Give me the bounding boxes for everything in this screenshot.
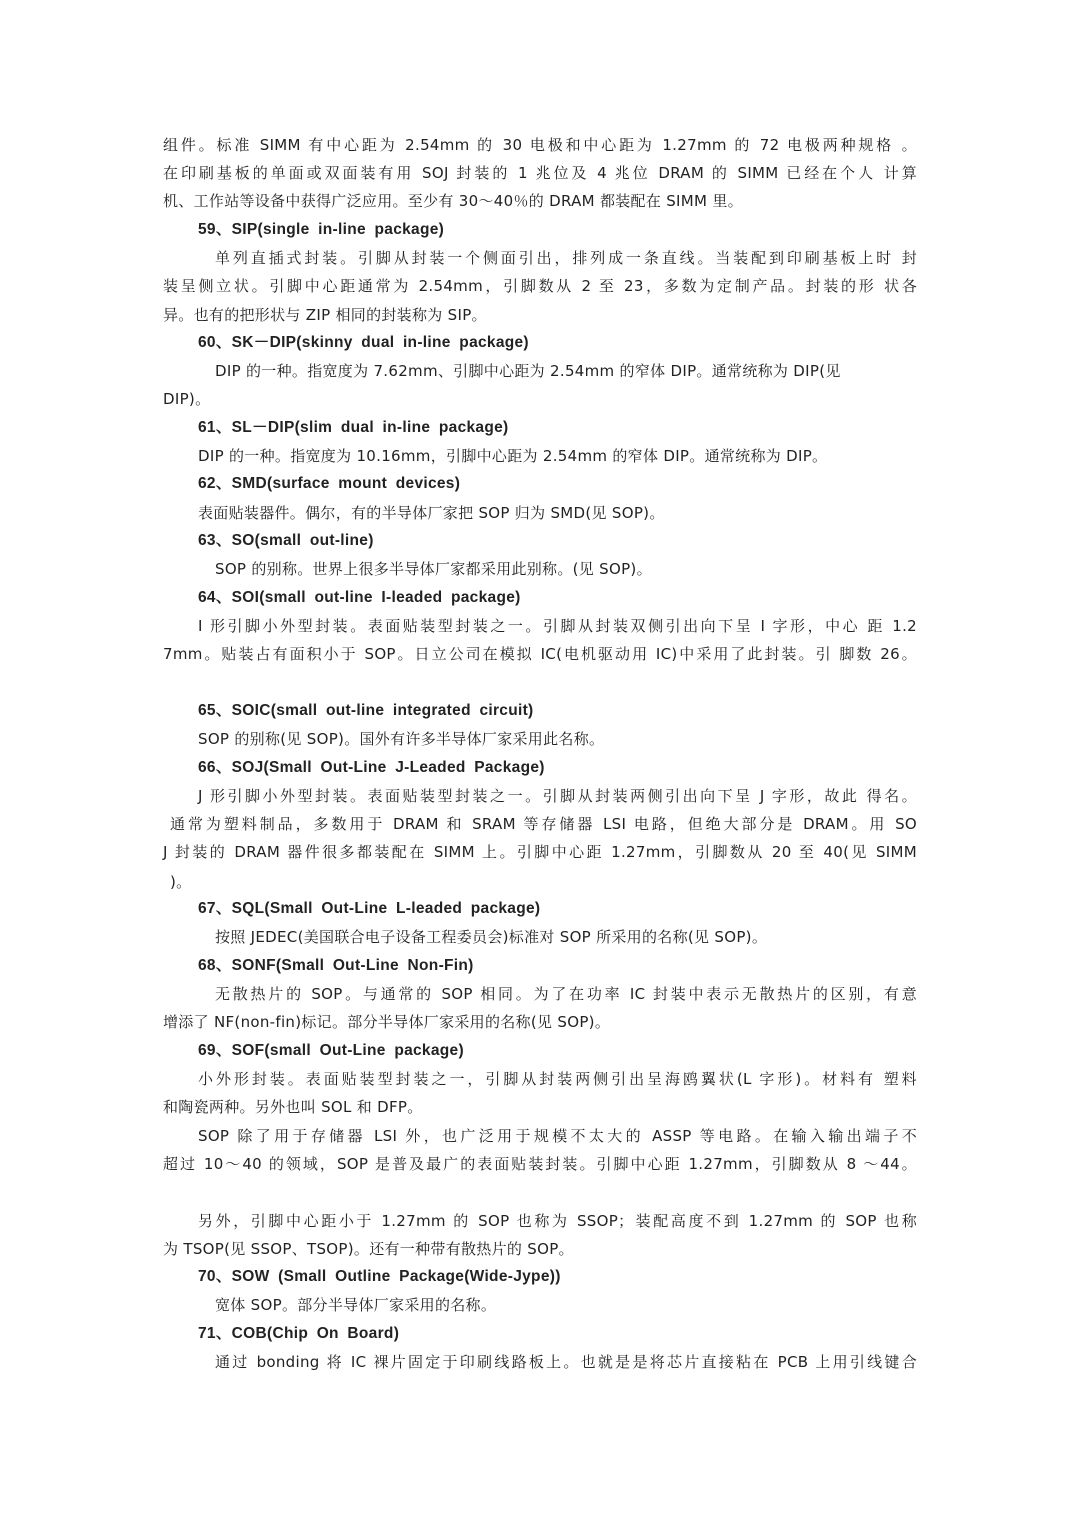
paragraph-line: 按照 JEDEC(美国联合电子设备工程委员会)标准对 SOP 所采用的名称(见 SOP)。 [215,928,768,946]
section-heading: 59、SIP(single in-line package) [198,221,445,238]
section-heading: 69、SOF(small Out-Line package) [198,1042,464,1059]
paragraph-line: 单列直插式封装。引脚从封装一个侧面引出，排列成一条直线。当装配到印刷基板上时 封 [215,249,917,267]
paragraph-line: 小外形封装。表面贴装型封装之一，引脚从封装两侧引出呈海鸥翼状(L 字形)。材料有 塑料 [198,1070,917,1088]
paragraph-line: I 形引脚小外型封装。表面贴装型封装之一。引脚从封装双侧引出向下呈 I 字形，中心 距 1.2 [198,617,917,635]
section-heading: 71、COB(Chip On Board) [198,1325,400,1342]
paragraph-line: 装呈侧立状。引脚中心距通常为 2.54mm，引脚数从 2 至 23，多数为定制产品。封装的形 状各 [163,277,917,295]
section-heading: 70、SOW (Small Outline Package(Wide-Jype)) [198,1268,561,1285]
section-heading: 67、SQL(Small Out-Line L-leaded package) [198,900,541,917]
paragraph-line: 无散热片的 SOP。与通常的 SOP 相同。为了在功率 IC 封装中表示无散热片的区别，有意 [215,985,917,1003]
paragraph-line: DIP)。 [163,390,211,408]
paragraph-line: 为 TSOP(见 SSOP、TSOP)。还有一种带有散热片的 SOP。 [163,1240,574,1258]
paragraph-line: J 封装的 DRAM 器件很多都装配在 SIMM 上。引脚中心距 1.27mm，引脚数从 20 至 40(见 SIMM [163,843,917,861]
paragraph-line: 超过 10～40 的领域，SOP 是普及最广的表面贴装封装。引脚中心距 1.27mm，引脚数从 8 ～44。 [163,1155,917,1173]
paragraph-line: 增添了 NF(non-fin)标记。部分半导体厂家采用的名称(见 SOP)。 [163,1013,611,1031]
paragraph-line: 机、工作站等设备中获得广泛应用。至少有 30～40％的 DRAM 都装配在 SIMM 里。 [163,192,743,210]
paragraph-line: SOP 除了用于存储器 LSI 外，也广泛用于规模不太大的 ASSP 等电路。在输入输出端子不 [198,1127,917,1145]
paragraph-line: SOP 的别称。世界上很多半导体厂家都采用此别称。(见 SOP)。 [215,560,652,578]
paragraph-line: 7mm。贴装占有面积小于 SOP。日立公司在模拟 IC(电机驱动用 IC)中采用了此封装。引 脚数 26。 [163,645,917,663]
paragraph-line: 通常为塑料制品，多数用于 DRAM 和 SRAM 等存储器 LSI 电路，但绝大部分是 DRAM。用 SO [170,815,917,833]
paragraph-line: 通过 bonding 将 IC 裸片固定于印刷线路板上。也就是是将芯片直接粘在 PCB 上用引线键合 [215,1353,917,1371]
paragraph-line: )。 [170,873,192,891]
paragraph-line: 宽体 SOP。部分半导体厂家采用的名称。 [215,1296,497,1314]
section-heading: 63、SO(small out-line) [198,532,374,549]
paragraph-line: 异。也有的把形状与 ZIP 相同的封装称为 SIP。 [163,306,487,324]
paragraph-line: 表面贴装器件。偶尔，有的半导体厂家把 SOP 归为 SMD(见 SOP)。 [198,504,665,522]
section-heading: 66、SOJ(Small Out-Line J-Leaded Package) [198,759,545,776]
paragraph-line: 另外，引脚中心距小于 1.27mm 的 SOP 也称为 SSOP；装配高度不到 1.27mm 的 SOP 也称 [198,1212,917,1230]
paragraph-line: 在印刷基板的单面或双面装有用 SOJ 封装的 1 兆位及 4 兆位 DRAM 的 SIMM 已经在个人 计算 [163,164,917,182]
section-heading: 60、SK－DIP(skinny dual in-line package) [198,334,529,351]
section-heading: 68、SONF(Small Out-Line Non-Fin) [198,957,474,974]
section-heading: 61、SL－DIP(slim dual in-line package) [198,419,509,436]
paragraph-line: DIP 的一种。指宽度为 7.62mm、引脚中心距为 2.54mm 的窄体 DIP。通常统称为 DIP(见 [215,362,841,380]
section-heading: 64、SOI(small out-line I-leaded package) [198,589,521,606]
section-heading: 65、SOIC(small out-line integrated circuit) [198,702,534,719]
paragraph-line: 和陶瓷两种。另外也叫 SOL 和 DFP。 [163,1098,423,1116]
paragraph-line: SOP 的别称(见 SOP)。国外有许多半导体厂家采用此名称。 [198,730,605,748]
paragraph-line: 组件。标准 SIMM 有中心距为 2.54mm 的 30 电极和中心距为 1.27mm 的 72 电极两种规格 。 [163,136,917,154]
section-heading: 62、SMD(surface mount devices) [198,475,461,492]
paragraph-line: DIP 的一种。指宽度为 10.16mm，引脚中心距为 2.54mm 的窄体 DIP。通常统称为 DIP。 [198,447,828,465]
paragraph-line: J 形引脚小外型封装。表面贴装型封装之一。引脚从封装两侧引出向下呈 J 字形，故此 得名。 [198,787,917,805]
